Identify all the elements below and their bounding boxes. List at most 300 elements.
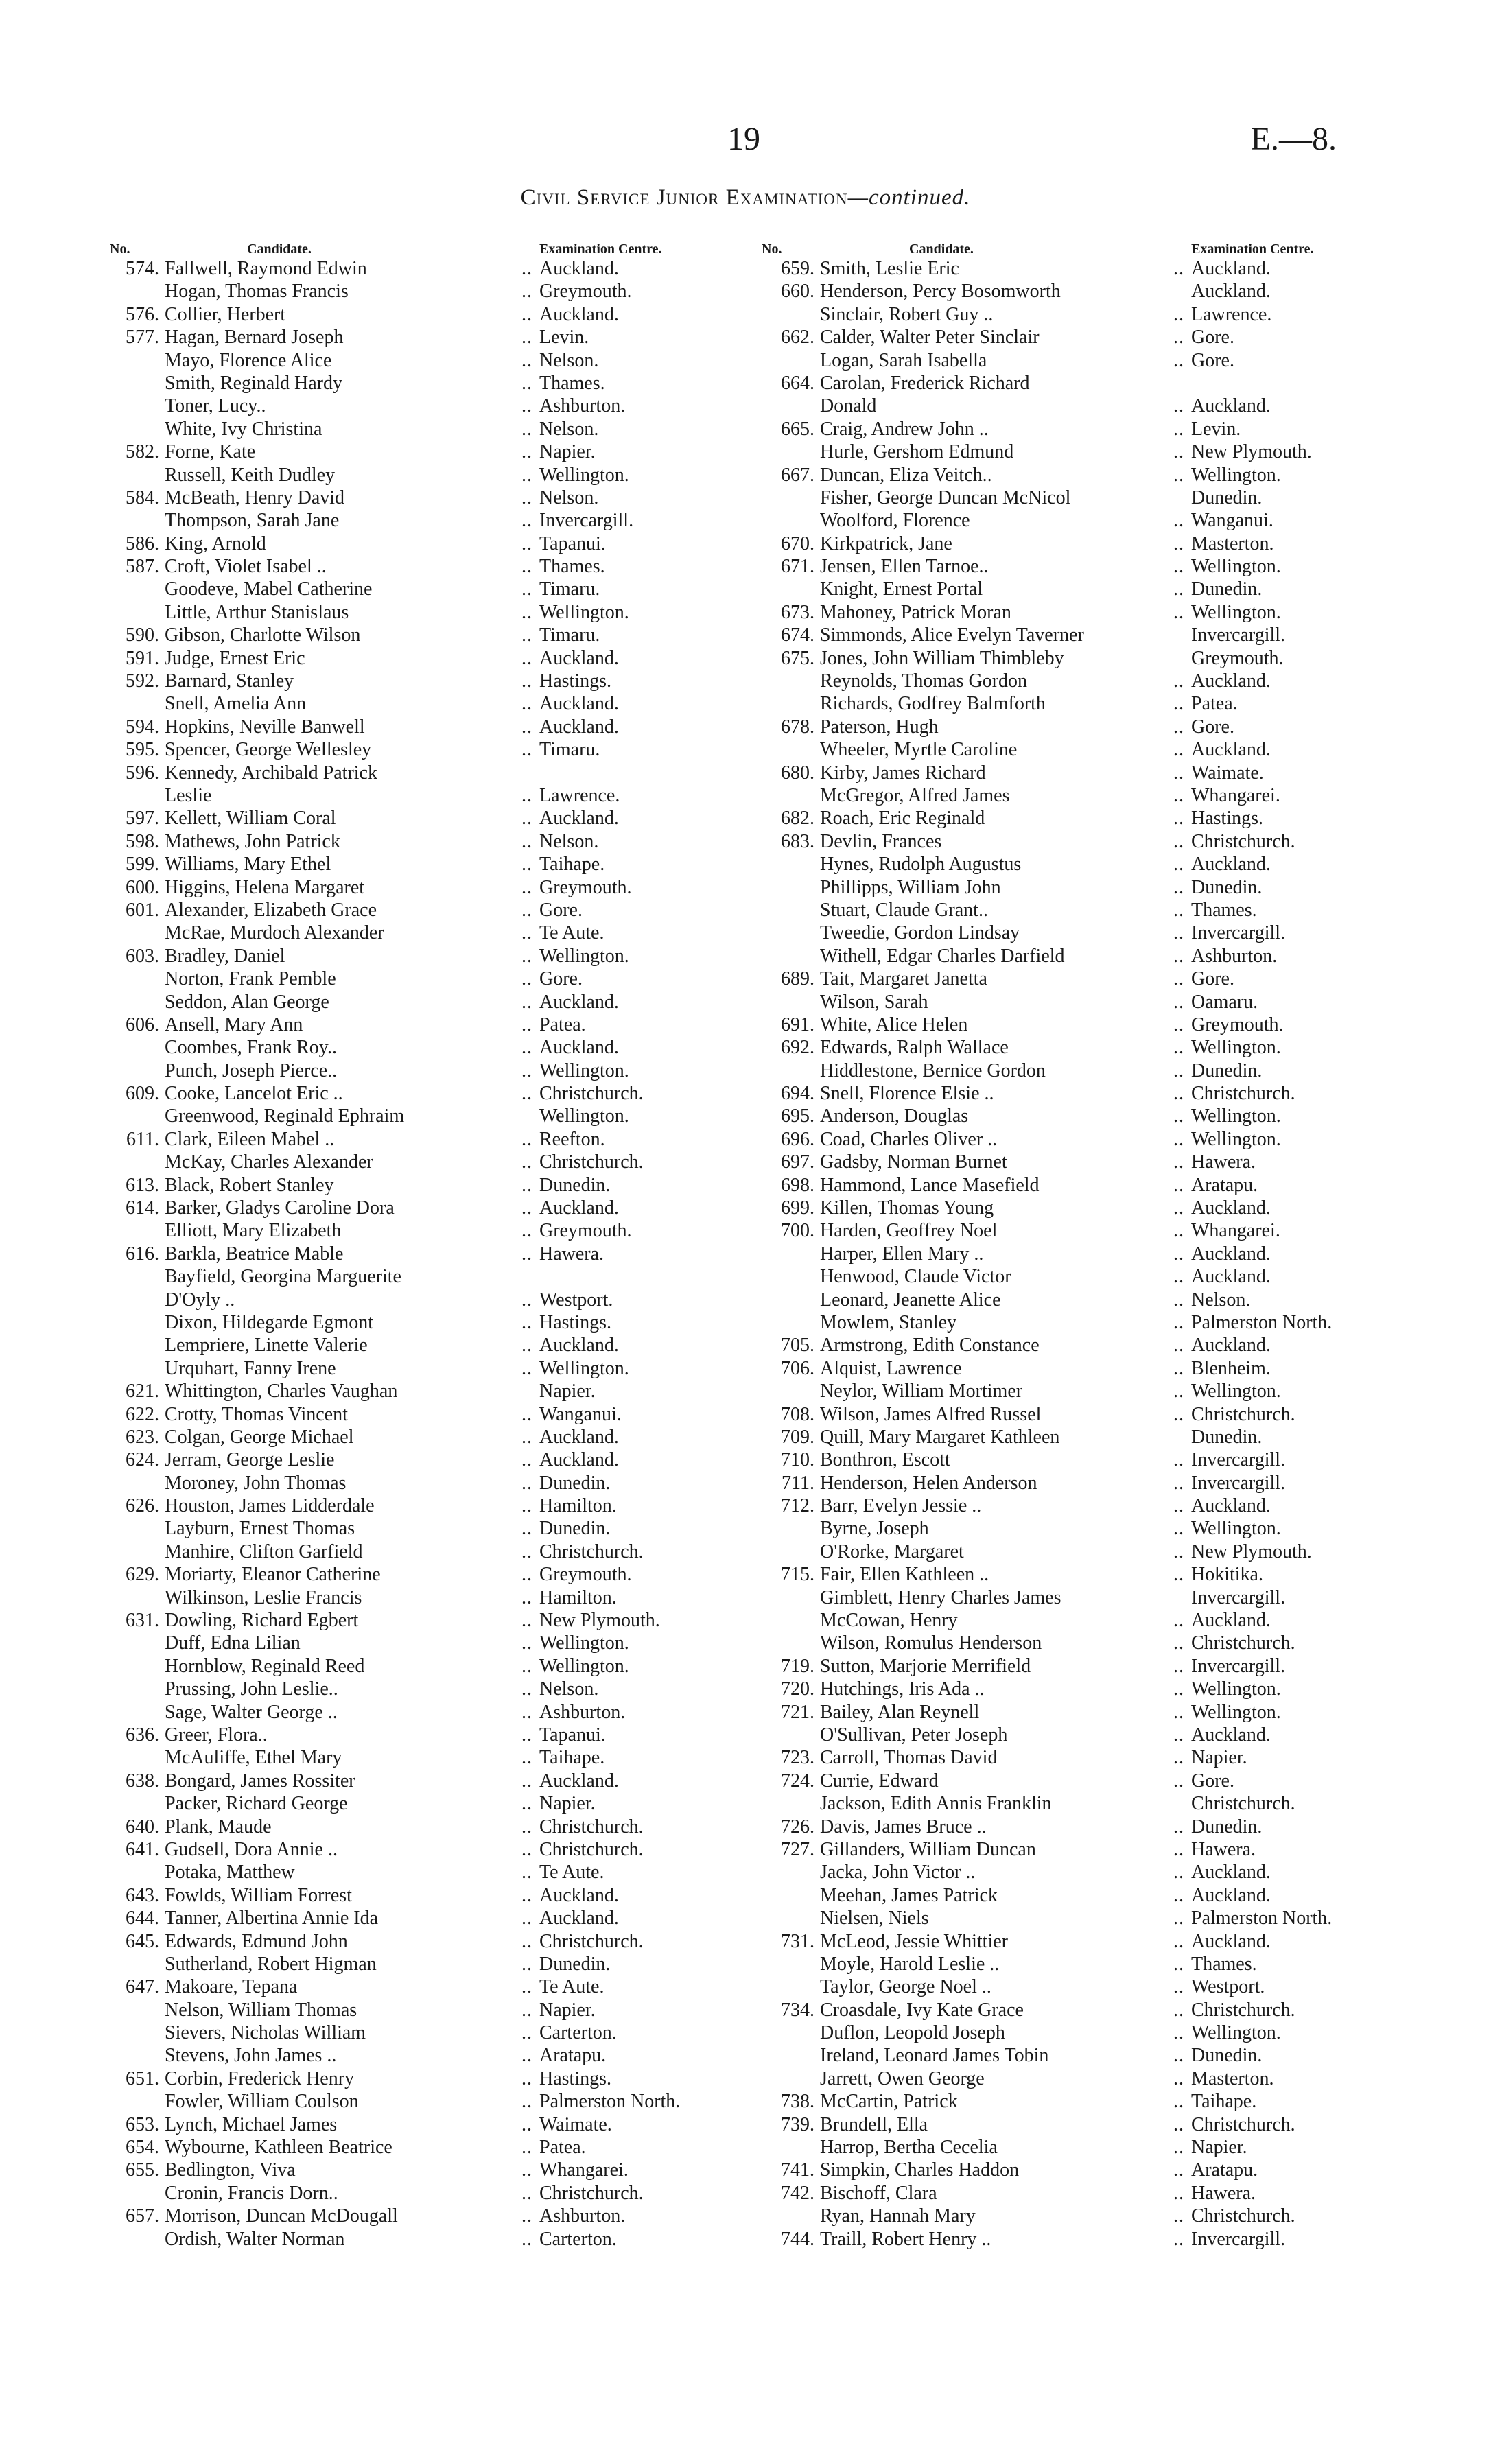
candidate-name: Henderson, Percy Bosomworth (820, 281, 1061, 303)
candidate-row (110, 647, 741, 670)
examination-centre: Auckland. (1191, 1862, 1271, 1884)
candidate-name: Edwards, Edmund John (165, 1930, 348, 1952)
candidate-name: Morrison, Duncan McDougall (165, 2205, 398, 2227)
candidate-row (755, 1334, 1413, 1357)
leader-dots: .. (1173, 716, 1184, 738)
candidate-row (755, 1746, 1413, 1769)
candidate-row (755, 1265, 1413, 1288)
candidate-number (755, 1289, 820, 1311)
header-centre: Examination Centre. (539, 242, 662, 257)
candidate-name: Richards, Godfrey Balmforth (820, 693, 1046, 715)
candidate-number: 590. (126, 624, 159, 646)
candidate-row (110, 1884, 741, 1907)
candidate-number: 586. (126, 532, 159, 554)
candidate-name: Alexander, Elizabeth Grace (165, 899, 377, 921)
leader-dots: .. (521, 1197, 532, 1219)
examination-centre: Napier. (1191, 1747, 1247, 1769)
leader-dots: .. (1173, 532, 1184, 554)
column-header (110, 237, 741, 257)
candidate-name: Byrne, Joseph (820, 1518, 929, 1540)
candidate-number: 731. (781, 1930, 814, 1952)
examination-centre: Tapanui. (539, 1724, 606, 1746)
candidate-number (110, 2090, 165, 2113)
candidate-row (110, 1036, 741, 1059)
leader-dots: .. (1173, 1289, 1184, 1311)
candidate-name: Fowler, William Coulson (165, 2091, 359, 2113)
examination-centre: Auckland. (1191, 1197, 1271, 1219)
candidate-row (755, 738, 1413, 761)
candidate-row (110, 1540, 741, 1563)
candidate-name: Russell, Keith Dudley (165, 464, 336, 486)
leader-dots: .. (1173, 1747, 1184, 1769)
candidate-row (110, 464, 741, 486)
candidate-name: Neylor, William Mortimer (820, 1381, 1023, 1403)
candidate-number (110, 1219, 165, 1242)
candidate-name: Whittington, Charles Vaughan (165, 1381, 398, 1403)
candidate-name: Calder, Walter Peter Sinclair (820, 327, 1040, 349)
candidate-number: 705. (781, 1335, 814, 1357)
candidate-number: 599. (126, 854, 159, 876)
candidate-number (110, 967, 165, 990)
candidate-name: Punch, Joseph Pierce.. (165, 1059, 338, 1081)
candidate-row (755, 922, 1413, 944)
candidate-name: Spencer, George Wellesley (165, 739, 372, 761)
candidate-number: 695. (781, 1105, 814, 1127)
candidate-name: Smith, Leslie Eric (820, 258, 959, 279)
candidate-name: Hurle, Gershom Edmund (820, 441, 1014, 463)
candidate-name: Traill, Robert Henry .. (820, 2228, 991, 2250)
candidate-name: Sutherland, Robert Higman (165, 1953, 377, 1975)
candidate-number (755, 2067, 820, 2090)
candidate-name: Carolan, Frederick Richard (820, 372, 1030, 394)
candidate-row (755, 1243, 1413, 1265)
candidate-number: 708. (781, 1403, 814, 1425)
examination-centre: Napier. (1191, 2137, 1247, 2159)
candidate-number (110, 692, 165, 715)
candidate-number: 726. (781, 1816, 814, 1838)
candidate-row (110, 1975, 741, 1998)
candidate-number: 671. (781, 556, 814, 578)
examination-centre: Hamilton. (539, 1495, 617, 1517)
candidate-name: Knight, Ernest Portal (820, 578, 983, 600)
leader-dots: .. (1173, 2113, 1184, 2135)
candidate-name: Prussing, John Leslie.. (165, 1678, 338, 1700)
leader-dots: .. (521, 899, 532, 921)
candidate-name: Jarrett, Owen George (820, 2067, 985, 2089)
examination-centre: Auckland. (1191, 1610, 1271, 1632)
candidate-name: Fisher, George Duncan McNicol (820, 486, 1071, 508)
candidate-name: Paterson, Hugh (820, 716, 939, 738)
candidate-name: Judge, Ernest Eric (165, 647, 305, 669)
candidate-number (755, 1265, 820, 1288)
candidate-name: Bailey, Alan Reynell (820, 1701, 980, 1723)
candidate-row (755, 2136, 1413, 2159)
candidate-row (755, 1219, 1413, 1242)
candidate-number: 641. (126, 1838, 159, 1860)
examination-centre: Lawrence. (1191, 303, 1272, 325)
examination-centre: Christchurch. (539, 2182, 644, 2204)
candidate-row (755, 1861, 1413, 1884)
examination-centre: Carterton. (539, 2022, 617, 2044)
candidate-row (755, 1724, 1413, 1746)
leader-dots: .. (1173, 1701, 1184, 1723)
candidate-number (110, 418, 165, 441)
candidate-number (755, 2044, 820, 2067)
examination-centre: New Plymouth. (1191, 441, 1312, 463)
candidate-name: Mahoney, Patrick Moran (820, 601, 1011, 623)
candidate-row (110, 326, 741, 349)
candidate-number: 694. (781, 1083, 814, 1105)
candidate-name: Seddon, Alan George (165, 991, 329, 1013)
candidate-row (110, 1265, 741, 1288)
leader-dots: .. (1173, 2067, 1184, 2089)
candidate-row (755, 257, 1413, 280)
examination-centre: Patea. (539, 1013, 586, 1035)
candidate-name: Bischoff, Clara (820, 2182, 937, 2204)
candidate-row (110, 1380, 741, 1403)
leader-dots (1166, 624, 1191, 646)
leader-dots: .. (1173, 1953, 1184, 1975)
examination-centre: Wellington. (539, 1105, 629, 1127)
examination-centre: Auckland. (1191, 1724, 1271, 1746)
candidate-number: 592. (126, 670, 159, 692)
leader-dots: .. (521, 1930, 532, 1952)
examination-centre: Ashburton. (539, 1701, 626, 1723)
candidate-row (110, 257, 741, 280)
candidate-row (110, 945, 741, 967)
examination-centre: Westport. (539, 1289, 613, 1311)
candidate-row (755, 555, 1413, 578)
candidate-number (755, 1861, 820, 1884)
leader-dots: .. (1173, 2091, 1184, 2113)
candidate-number (755, 509, 820, 532)
candidate-number (755, 1311, 820, 1334)
candidate-number: 614. (126, 1197, 159, 1219)
candidate-row (110, 2182, 741, 2205)
candidate-row (110, 1999, 741, 2021)
examination-centre: Patea. (1191, 693, 1238, 715)
candidate-name: Moroney, John Thomas (165, 1472, 347, 1494)
leader-dots: .. (1173, 1059, 1184, 1081)
candidate-name: Leslie (165, 784, 212, 806)
candidate-row (755, 1907, 1413, 1929)
candidate-name: Kirby, James Richard (820, 762, 986, 784)
examination-centre: Gore. (1191, 327, 1234, 349)
candidate-name: Harrop, Bertha Cecelia (820, 2137, 998, 2159)
candidate-name: Cronin, Francis Dorn.. (165, 2182, 338, 2204)
candidate-name: King, Arnold (165, 532, 266, 554)
candidate-number (755, 349, 820, 372)
candidate-number (755, 1059, 820, 1082)
candidate-name: Currie, Edward (820, 1770, 939, 1792)
leader-dots (515, 1380, 539, 1403)
candidate-name: McAuliffe, Ethel Mary (165, 1747, 342, 1769)
leader-dots: .. (521, 556, 532, 578)
candidate-row (110, 2136, 741, 2159)
candidate-number: 691. (781, 1013, 814, 1035)
candidate-number: 601. (126, 899, 159, 921)
candidate-number: 644. (126, 1908, 159, 1929)
candidate-name: Ireland, Leonard James Tobin (820, 2045, 1049, 2067)
candidate-name: Henwood, Claude Victor (820, 1266, 1011, 1288)
leader-dots: .. (521, 1403, 532, 1425)
leader-dots: .. (1173, 1449, 1184, 1471)
candidate-row (110, 784, 741, 807)
candidate-name: McRae, Murdoch Alexander (165, 922, 384, 944)
candidate-name: Sievers, Nicholas William (165, 2022, 366, 2044)
candidate-row (755, 1289, 1413, 1311)
candidate-number (110, 1105, 165, 1127)
candidate-name: Duncan, Eliza Veitch.. (820, 464, 992, 486)
candidate-row (755, 326, 1413, 349)
candidate-number: 680. (781, 762, 814, 784)
candidate-name: Logan, Sarah Isabella (820, 349, 987, 371)
candidate-row (755, 1082, 1413, 1105)
candidate-number (110, 1586, 165, 1609)
candidate-name: Gadsby, Norman Burnet (820, 1151, 1007, 1173)
candidate-name: Henderson, Helen Anderson (820, 1472, 1037, 1494)
candidate-row (755, 1838, 1413, 1861)
candidate-name: Donald (820, 395, 877, 417)
candidate-number: 744. (781, 2228, 814, 2250)
candidate-number: 577. (126, 327, 159, 349)
leader-dots: .. (1173, 349, 1184, 371)
examination-centre: Auckland. (1191, 854, 1271, 876)
candidate-number (110, 1861, 165, 1884)
leader-dots: .. (521, 1816, 532, 1838)
examination-centre: Wanganui. (539, 1403, 622, 1425)
examination-centre: Auckland. (1191, 670, 1271, 692)
candidate-name: Crotty, Thomas Vincent (165, 1403, 348, 1425)
candidate-name: Williams, Mary Ethel (165, 854, 331, 876)
candidate-row (110, 967, 741, 990)
candidate-row (755, 1105, 1413, 1127)
candidate-name: Hagan, Bernard Joseph (165, 327, 344, 349)
leader-dots: .. (521, 532, 532, 554)
candidate-number: 670. (781, 532, 814, 554)
candidate-number (755, 441, 820, 463)
candidate-row (110, 1816, 741, 1838)
candidate-name: Collier, Herbert (165, 303, 286, 325)
candidate-number (755, 303, 820, 326)
leader-dots: .. (1173, 762, 1184, 784)
examination-centre: Gore. (1191, 349, 1234, 371)
examination-centre: Invercargill. (1191, 1472, 1286, 1494)
candidate-name: Urquhart, Fanny Irene (165, 1357, 336, 1379)
candidate-number (755, 2136, 820, 2159)
candidate-name: Fair, Ellen Kathleen .. (820, 1564, 989, 1586)
leader-dots (1166, 280, 1191, 303)
leader-dots: .. (521, 303, 532, 325)
candidate-number: 638. (126, 1770, 159, 1792)
candidate-name: Bedlington, Viva (165, 2159, 296, 2181)
examination-centre: Greymouth. (539, 1220, 632, 1242)
candidate-name: Hogan, Thomas Francis (165, 281, 349, 303)
candidate-number: 629. (126, 1564, 159, 1586)
candidate-row (755, 1151, 1413, 1173)
candidate-number (755, 1953, 820, 1975)
leader-dots: .. (521, 1518, 532, 1540)
candidate-name: Tweedie, Gordon Lindsay (820, 922, 1020, 944)
leader-dots: .. (1173, 1724, 1184, 1746)
candidate-row (110, 2228, 741, 2251)
examination-centre: Hamilton. (539, 1586, 617, 1608)
examination-centre: Auckland. (1191, 739, 1271, 761)
candidate-number: 675. (781, 647, 814, 669)
candidate-name: Leonard, Jeanette Alice (820, 1289, 1001, 1311)
examination-centre: Timaru. (539, 739, 600, 761)
candidate-number (755, 1540, 820, 1563)
candidate-name: Devlin, Frances (820, 830, 942, 852)
candidate-number (110, 2021, 165, 2044)
candidate-row (755, 1953, 1413, 1975)
candidate-name: Houston, James Lidderdale (165, 1495, 375, 1517)
examination-centre: Auckland. (1191, 258, 1271, 279)
examination-centre: Christchurch. (1191, 2113, 1295, 2135)
examination-centre: Auckland. (539, 1884, 619, 1906)
leader-dots: .. (1173, 739, 1184, 761)
candidate-name: Cooke, Lancelot Eric .. (165, 1083, 343, 1105)
leader-dots: .. (521, 1540, 532, 1562)
candidate-number (110, 578, 165, 600)
candidate-row (110, 1655, 741, 1678)
leader-dots: .. (521, 2113, 532, 2135)
examination-centre: Thames. (539, 372, 605, 394)
candidate-name: Coad, Charles Oliver .. (820, 1128, 998, 1150)
candidate-number (110, 1311, 165, 1334)
examination-centre: Wellington. (539, 1357, 629, 1379)
candidate-row (755, 670, 1413, 692)
candidate-number: 657. (126, 2205, 159, 2227)
candidate-number: 621. (126, 1381, 159, 1403)
candidate-number (755, 395, 820, 417)
examination-centre: Wellington. (1191, 1128, 1281, 1150)
examination-centre: Christchurch. (1191, 1999, 1295, 2021)
examination-centre: Dunedin. (1191, 1059, 1263, 1081)
leader-dots: .. (521, 486, 532, 508)
leader-dots (515, 762, 539, 784)
candidate-number (110, 1540, 165, 1563)
candidate-number: 741. (781, 2159, 814, 2181)
candidate-name: Jackson, Edith Annis Franklin (820, 1793, 1052, 1815)
candidate-row (110, 2021, 741, 2044)
candidate-number: 613. (126, 1174, 159, 1196)
examination-centre: Auckland. (539, 1449, 619, 1471)
examination-centre: Whangarei. (1191, 784, 1280, 806)
examination-centre: Nelson. (539, 830, 599, 852)
leader-dots: .. (521, 1311, 532, 1333)
candidate-row (110, 1746, 741, 1769)
candidate-name: Thompson, Sarah Jane (165, 510, 340, 532)
leader-dots: .. (1173, 1472, 1184, 1494)
examination-centre: Aratapu. (539, 2045, 607, 2067)
candidate-number (755, 578, 820, 600)
candidate-name: Colgan, George Michael (165, 1426, 354, 1448)
candidate-name: O'Rorke, Margaret (820, 1540, 964, 1562)
leader-dots: .. (1173, 968, 1184, 990)
examination-centre: Christchurch. (1191, 1403, 1295, 1425)
candidate-row (110, 1448, 741, 1471)
candidate-row (755, 1380, 1413, 1403)
candidate-number: 582. (126, 441, 159, 463)
candidate-row (755, 1311, 1413, 1334)
left-candidate-list (110, 257, 741, 2251)
candidate-name: Packer, Richard George (165, 1793, 348, 1815)
examination-centre: Invercargill. (1191, 2228, 1286, 2250)
title-continued: —continued. (847, 185, 971, 210)
candidate-name: Lempriere, Linette Valerie (165, 1335, 368, 1357)
examination-centre: Auckland. (539, 1908, 619, 1929)
leader-dots: .. (521, 2159, 532, 2181)
leader-dots: .. (1173, 1930, 1184, 1952)
examination-centre: Gore. (1191, 1770, 1234, 1792)
leader-dots: .. (1173, 1013, 1184, 1035)
examination-centre (539, 1265, 741, 1288)
examination-centre: Hokitika. (1191, 1564, 1263, 1586)
leader-dots: .. (1173, 510, 1184, 532)
examination-centre: New Plymouth. (1191, 1540, 1312, 1562)
leader-dots: .. (1173, 1678, 1184, 1700)
candidate-row (755, 945, 1413, 967)
examination-centre: Auckland. (1191, 1930, 1271, 1952)
leader-dots: .. (521, 1610, 532, 1632)
examination-centre: Wanganui. (1191, 510, 1273, 532)
candidate-row (110, 670, 741, 692)
candidate-number (110, 464, 165, 486)
candidate-row (110, 1243, 741, 1265)
header-no: No. (762, 242, 782, 257)
candidate-row (110, 1861, 741, 1884)
candidate-name: Bayfield, Georgina Marguerite (165, 1266, 401, 1288)
candidate-number: 720. (781, 1678, 814, 1700)
candidate-row (755, 486, 1413, 509)
leader-dots: .. (1173, 2045, 1184, 2067)
examination-centre: Napier. (539, 1381, 596, 1403)
candidate-name: Hornblow, Reginald Reed (165, 1655, 365, 1677)
examination-centre: Dunedin. (1191, 2045, 1263, 2067)
leader-dots (515, 1265, 539, 1288)
candidate-row (110, 441, 741, 463)
leader-dots: .. (1173, 1976, 1184, 1998)
candidate-row (755, 1563, 1413, 1586)
leader-dots: .. (1173, 303, 1184, 325)
candidate-name: Lynch, Michael James (165, 2113, 338, 2135)
candidate-name: Fowlds, William Forrest (165, 1884, 352, 1906)
candidate-row (755, 1792, 1413, 1815)
candidate-number: 709. (781, 1426, 814, 1448)
examination-centre: Masterton. (1191, 2067, 1274, 2089)
candidate-name: Hopkins, Neville Banwell (165, 716, 365, 738)
leader-dots: .. (1173, 1862, 1184, 1884)
leader-dots: .. (1173, 1381, 1184, 1403)
candidate-name: Jensen, Ellen Tarnoe.. (820, 556, 989, 578)
candidate-row (755, 532, 1413, 555)
candidate-number: 598. (126, 830, 159, 852)
candidate-number (755, 692, 820, 715)
candidate-number: 647. (126, 1976, 159, 1998)
candidate-name: Moyle, Harold Leslie .. (820, 1953, 1000, 1975)
candidate-row (110, 2205, 741, 2227)
examination-centre: Greymouth. (1191, 1013, 1284, 1035)
candidate-name: Tanner, Albertina Annie Ida (165, 1908, 379, 1929)
leader-dots: .. (1173, 327, 1184, 349)
candidate-name: Smith, Reginald Hardy (165, 372, 342, 394)
leader-dots: .. (521, 395, 532, 417)
candidate-row (755, 1517, 1413, 1540)
examination-centre: Auckland. (539, 716, 619, 738)
candidate-number: 727. (781, 1838, 814, 1860)
candidate-row (755, 1655, 1413, 1678)
